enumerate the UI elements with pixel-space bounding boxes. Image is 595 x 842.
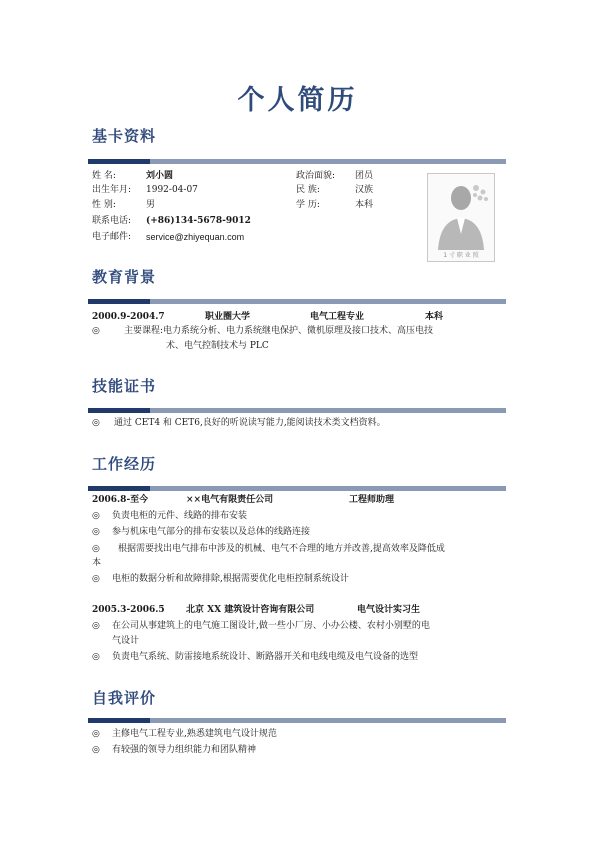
section-divider bbox=[88, 408, 506, 413]
job1-item: 电柜的数据分析和故障排除,根据需要优化电柜控制系统设计 bbox=[112, 574, 349, 584]
section-divider bbox=[88, 486, 506, 491]
page-title: 个人简历 bbox=[237, 85, 358, 116]
phone-value: (+86)134-5678-9012 bbox=[146, 216, 251, 226]
job1-company: ××电气有限责任公司 bbox=[186, 495, 274, 505]
bullet-icon: ◎ bbox=[92, 652, 100, 662]
person-avatar-icon bbox=[428, 174, 494, 250]
edu-level: 本科 bbox=[425, 312, 444, 322]
job1-item-continuation: 本 bbox=[92, 558, 102, 568]
job2-item: 负责电气系统、防雷接地系统设计、断路器开关和电线电缆及电气设备的选型 bbox=[112, 652, 419, 662]
nation-value: 汉族 bbox=[355, 185, 374, 195]
job1-item: 根据需要找出电气排布中涉及的机械、电气不合理的地方并改善,提高效率及降低成 bbox=[118, 544, 445, 554]
bullet-icon: ◎ bbox=[92, 527, 100, 537]
section-title-basic: 基卡资料 bbox=[92, 127, 157, 145]
job2-position: 电气设计实习生 bbox=[357, 605, 421, 615]
bullet-icon: ◎ bbox=[92, 326, 100, 336]
birth-label: 出生年月: bbox=[92, 185, 132, 195]
edu-courses-line2: 术、电气控制技术与 PLC bbox=[166, 341, 269, 351]
bullet-icon: ◎ bbox=[92, 574, 100, 584]
job2-company: 北京 XX 建筑设计咨询有限公司 bbox=[186, 605, 315, 615]
bullet-icon: ◎ bbox=[92, 621, 100, 631]
email-label: 电子邮件: bbox=[92, 232, 132, 242]
name-value: 刘小圆 bbox=[146, 171, 174, 181]
self-eval-item: 有较强的领导力组织能力和团队精神 bbox=[112, 745, 257, 755]
edu-major: 电气工程专业 bbox=[310, 312, 365, 322]
section-divider bbox=[88, 718, 506, 723]
photo-caption: 1 寸 职 业 照 bbox=[443, 252, 479, 259]
bullet-icon: ◎ bbox=[92, 544, 100, 554]
nation-label: 民 族: bbox=[296, 185, 320, 195]
birth-value: 1992-04-07 bbox=[146, 185, 198, 195]
degree-label: 学 历: bbox=[296, 200, 320, 210]
phone-label: 联系电话: bbox=[92, 216, 132, 226]
job1-period: 2006.8-至今 bbox=[92, 495, 149, 505]
section-divider bbox=[88, 299, 506, 304]
bullet-icon: ◎ bbox=[92, 745, 100, 755]
section-title-education: 教育背景 bbox=[92, 268, 157, 286]
profile-photo bbox=[427, 173, 495, 262]
edu-school: 职业圈大学 bbox=[205, 312, 251, 322]
bullet-icon: ◎ bbox=[92, 729, 100, 739]
job1-position: 工程师助理 bbox=[349, 495, 395, 505]
job2-period: 2005.3-2006.5 bbox=[92, 605, 165, 615]
section-title-skills: 技能证书 bbox=[92, 377, 157, 395]
skills-text: 通过 CET4 和 CET6,良好的听说读写能力,能阅读技术类文档资料。 bbox=[114, 418, 386, 428]
degree-value: 本科 bbox=[355, 200, 374, 210]
edu-courses-line1: 主要课程:电力系统分析、电力系统继电保护、微机原理及接口技术、高压电技 bbox=[124, 326, 434, 336]
section-title-self: 自我评价 bbox=[92, 689, 157, 707]
bullet-icon: ◎ bbox=[92, 511, 100, 521]
self-eval-item: 主修电气工程专业,熟悉建筑电气设计规范 bbox=[112, 729, 277, 739]
name-label: 姓 名: bbox=[92, 171, 116, 181]
section-title-work: 工作经历 bbox=[92, 455, 157, 473]
politics-value: 团员 bbox=[355, 171, 374, 181]
job2-item-continuation: 气设计 bbox=[112, 636, 140, 646]
job2-item: 在公司从事建筑上的电气施工图设计,做一些小厂房、小办公楼、农村小别墅的电 bbox=[112, 621, 430, 631]
edu-period: 2000.9-2004.7 bbox=[92, 312, 165, 322]
bullet-icon: ◎ bbox=[92, 418, 100, 428]
email-value[interactable]: service@zhiyequan.com bbox=[146, 232, 245, 242]
gender-label: 性 别: bbox=[92, 200, 116, 210]
job1-item: 负责电柜的元件、线路的排布安装 bbox=[112, 511, 248, 521]
gender-value: 男 bbox=[146, 200, 156, 210]
job1-item: 参与机床电气部分的排布安装以及总体的线路连接 bbox=[112, 527, 311, 537]
politics-label: 政治面貌: bbox=[296, 171, 336, 181]
section-divider bbox=[88, 159, 506, 164]
